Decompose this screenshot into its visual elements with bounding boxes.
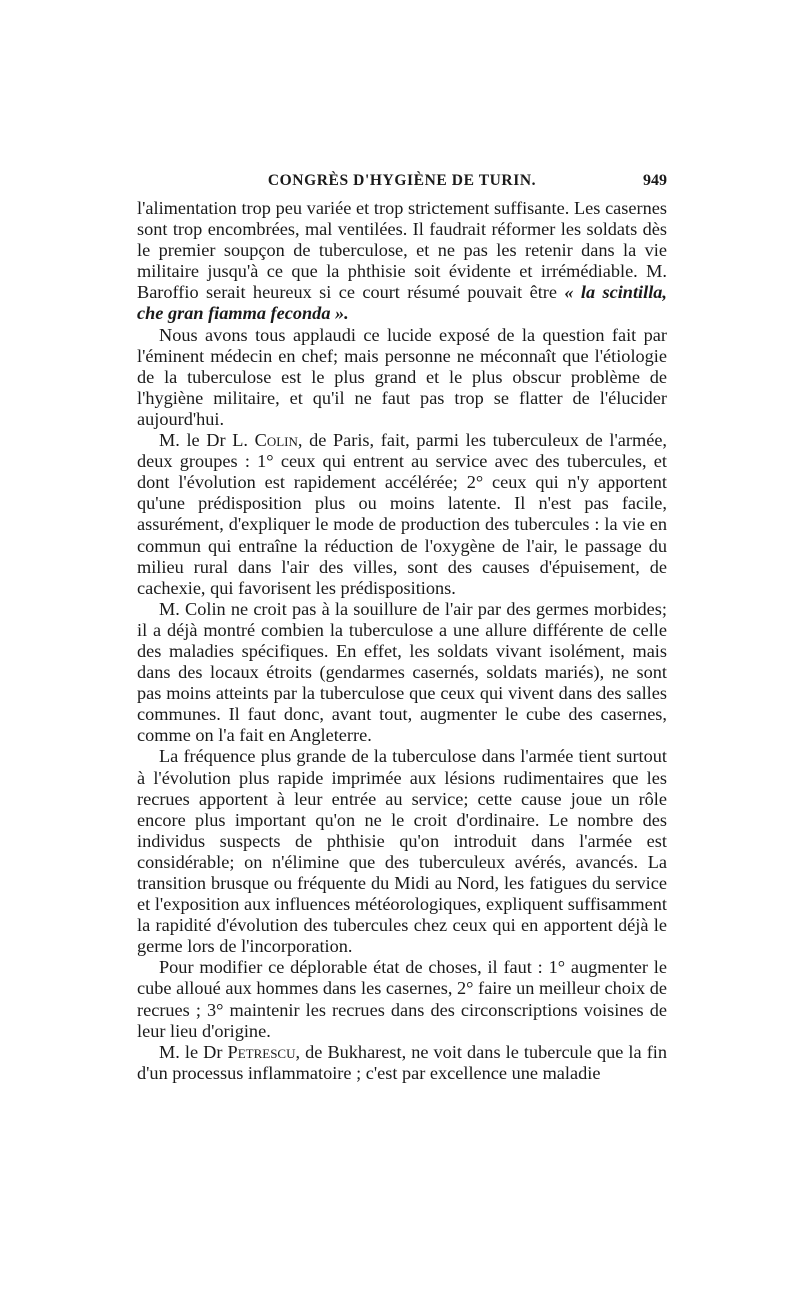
- paragraph-7-text: , de Bukharest, ne voit dans le tubercule que la fin d'un processus inflammatoire ; c'est par excellence une maladie: [137, 1041, 667, 1083]
- italian-quote: « la scintilla, che gran fiamma feconda ».: [137, 282, 667, 324]
- running-head: [137, 172, 667, 196]
- paragraph-7-prefix: M. le Dr: [159, 1041, 228, 1062]
- paragraph-7: [137, 1042, 667, 1084]
- paragraph-3-text: , de Paris, fait, parmi les tuberculeux de l'armée, deux groupes : 1° ceux qui entrent au service avec des tubercules, et dont l'évolution est rapidement accélérée; 2° ceux qui n'y apportent qu'une prédisposition plus ou moins latente. Il n'est pas facile, assurément, d'expliquer le mode de production des tubercules : la vie en commun qui entraîne la réduction de l'oxygène de l'air, le passage du milieu rural dans l'air des villes, sont des causes d'épuisement, de cachexie, qui favorisent les prédispositions.: [137, 430, 667, 598]
- paragraph-1: [137, 198, 667, 325]
- body-text: [137, 198, 667, 1084]
- paragraph-4: M. Colin ne croit pas à la souillure de l'air par des germes morbides; il a déjà montré combien la tuberculose a une allure différente de celle des maladies spécifiques. En effet, les soldats vivant isolément, mais dans des locaux étroits (gendarmes casernés, soldats mariés), ne sont pas moins atteints par la tuberculose que ceux qui vivent dans des salles communes. Il faut donc, avant tout, augmenter le cube des casernes, comme on l'a fait en Angleterre.: [137, 598, 667, 746]
- paragraph-3-prefix: M. le Dr L.: [159, 430, 255, 451]
- speaker-name-colin: Colin: [254, 430, 298, 451]
- paragraph-1-text: l'alimentation trop peu variée et trop strictement suffisante. Les casernes sont trop encombrées, mal ventilées. Il faudrait réformer les soldats dès le premier soupçon de tuberculose, et ne pas les retenir dans la vie militaire jusqu'à ce que la phthisie soit évidente et irrémédiable. M. Baroffio serait heureux si ce court résumé pouvait être: [137, 198, 667, 303]
- running-title: CONGRÈS D'HYGIÈNE DE TURIN.: [267, 172, 537, 189]
- paragraph-6: Pour modifier ce déplorable état de choses, il faut : 1° augmenter le cube alloué aux hommes dans les casernes, 2° faire un meilleur choix de recrues ; 3° maintenir les recrues dans des circonscriptions voisines de leur lieu d'origine.: [137, 957, 667, 1041]
- speaker-name-petrescu: Petrescu: [227, 1041, 296, 1062]
- paragraph-2: Nous avons tous applaudi ce lucide exposé de la question fait par l'éminent médecin en chef; mais personne ne méconnaît que l'étiologie de la tuberculose est le plus grand et le plus obscur problème de l'hygiène militaire, et qu'il ne faut pas trop se flatter de l'élucider aujourd'hui.: [137, 324, 667, 429]
- paragraph-5: La fréquence plus grande de la tuberculose dans l'armée tient surtout à l'évolution plus rapide imprimée aux lésions rudimentaires que les recrues apportent à leur entrée au service; cette cause joue un rôle encore plus important qu'on ne le croit d'ordinaire. Le nombre des individus suspects de phthisie qu'on introduit dans l'armée est considérable; on n'élimine que des tuberculeux avérés, avancés. La transition brusque ou fréquente du Midi au Nord, les fatigues du service et l'exposition aux influences météorologiques, expliquent suffisamment la rapidité d'évolution des tubercules chez ceux qui en apportent déjà le germe lors de l'incorporation.: [137, 746, 667, 957]
- paragraph-3: [137, 430, 667, 599]
- page-number: 949: [643, 172, 667, 189]
